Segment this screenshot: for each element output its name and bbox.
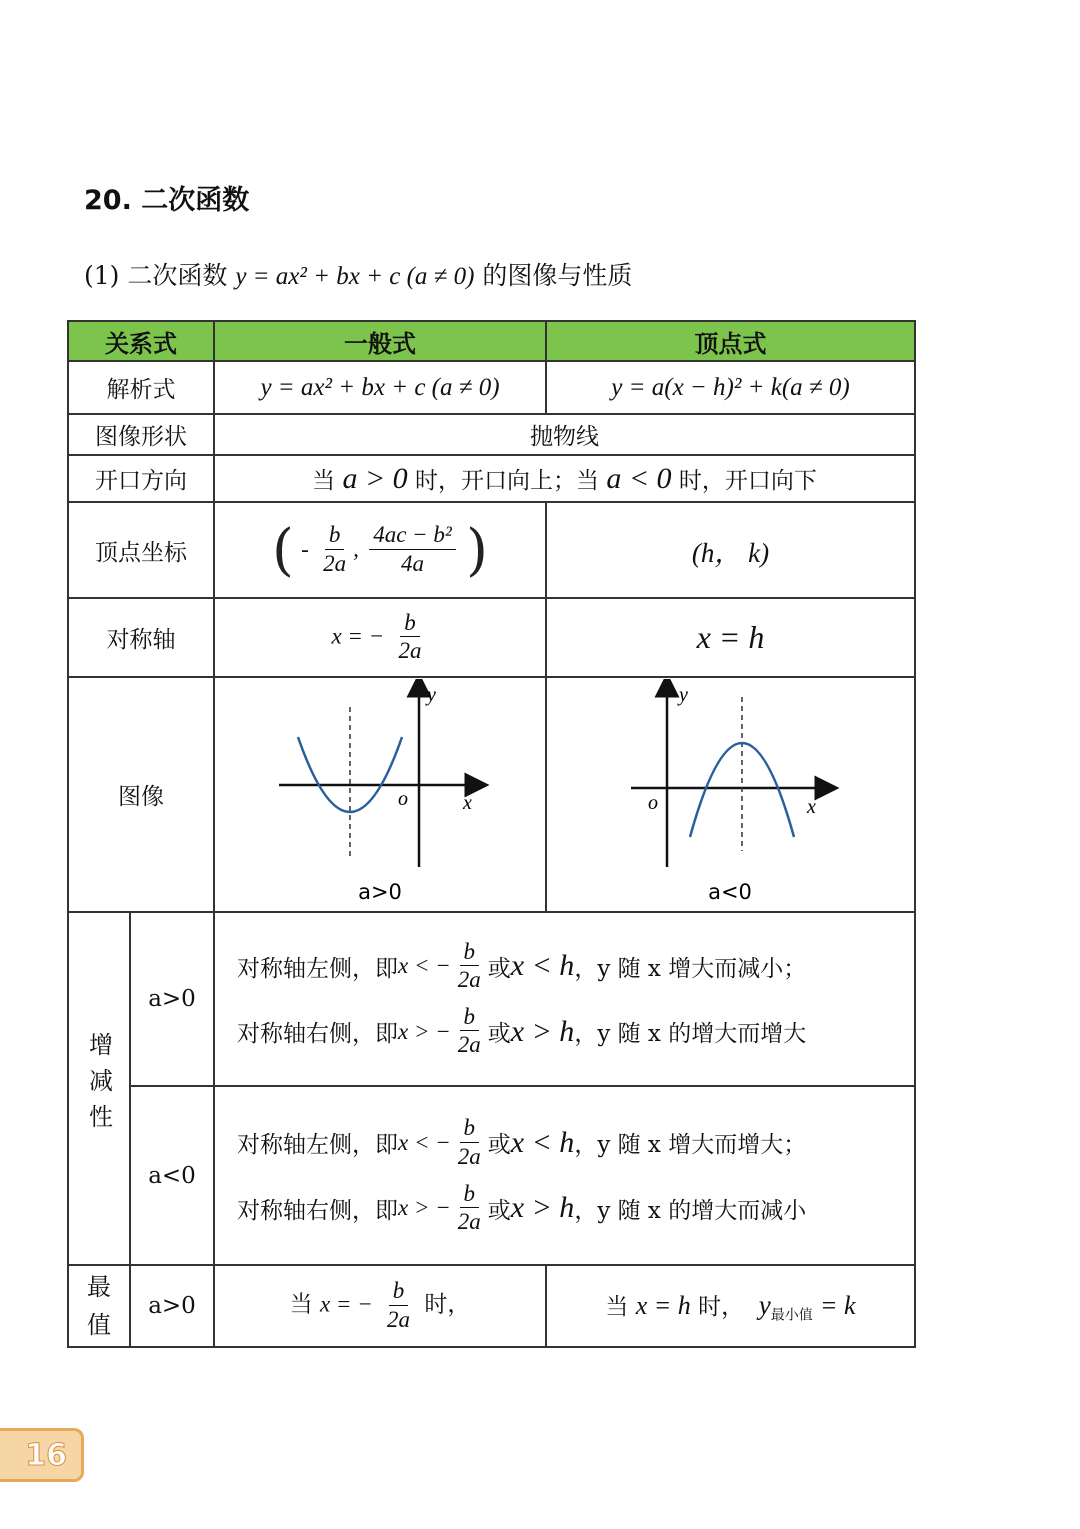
extreme-sub: 最小值 xyxy=(770,1307,813,1324)
frac-num: b xyxy=(460,1115,480,1142)
downward-parabola-graph xyxy=(547,679,914,911)
subtitle-prefix: (1) 二次函数 xyxy=(84,261,228,290)
monotonic-pos-line1 xyxy=(237,939,914,994)
line-prefix: 对称轴右侧，即 xyxy=(237,1197,398,1224)
fraction-b-2a xyxy=(319,522,350,577)
quadratic-properties-table xyxy=(67,320,916,1348)
extreme-post: 时， xyxy=(424,1292,471,1318)
vertex-formula: y = a(x − h)² + k(a ≠ 0) xyxy=(546,361,915,414)
row-monotonic-pos xyxy=(68,912,915,1086)
extreme-label-bottom: 值 xyxy=(87,1311,111,1339)
frac-num: b xyxy=(460,1181,480,1208)
line-or: 或 xyxy=(487,955,511,982)
label-monotonic xyxy=(68,912,130,1265)
y-axis-label: y xyxy=(427,683,436,706)
extreme-y: y xyxy=(758,1289,771,1320)
label-opening: 开口方向 xyxy=(68,455,214,502)
vertex-coord: (h， k) xyxy=(546,502,915,598)
frac-den: 4a xyxy=(401,550,425,576)
label-extreme xyxy=(68,1265,130,1347)
cond-pos: a>0 xyxy=(130,912,214,1086)
monotonic-neg-line2 xyxy=(237,1181,914,1236)
extreme-val: = k xyxy=(820,1290,856,1320)
frac-den: 2a xyxy=(457,1143,481,1169)
subtitle-formula: y = ax² + bx + c (a ≠ 0) xyxy=(235,263,475,290)
fraction-b-2a xyxy=(454,939,485,994)
opening-text2: 时，开口向上；当 xyxy=(415,467,599,494)
fraction-b-2a xyxy=(383,1278,414,1333)
line-or: 或 xyxy=(487,1197,511,1224)
x-axis-label: x xyxy=(807,795,816,818)
label-vertex-coord: 顶点坐标 xyxy=(68,502,214,598)
line-alt: x > h xyxy=(510,1014,575,1048)
frac-num: 4ac − b² xyxy=(369,522,456,549)
line-alt: x < h xyxy=(510,1125,575,1159)
header-relation: 关系式 xyxy=(68,321,214,361)
graph-upward-cell xyxy=(214,677,546,912)
upward-parabola-graph xyxy=(215,679,545,911)
line-ineq: x > − xyxy=(398,1195,451,1221)
page-number-badge: 16 xyxy=(0,1428,84,1482)
line-prefix: 对称轴左侧，即 xyxy=(237,955,398,982)
origin-label: o xyxy=(398,787,408,810)
section-title: 20. 二次函数 xyxy=(84,185,250,216)
fraction-b-2a xyxy=(395,610,426,665)
frac-den: 2a xyxy=(457,1208,481,1234)
row-axis xyxy=(68,598,915,677)
x-axis-label: x xyxy=(463,791,472,814)
axis-prefix: x = − xyxy=(331,623,385,649)
subtitle xyxy=(84,256,632,292)
extreme-pre: 当 xyxy=(289,1292,313,1318)
monotonic-pos-text xyxy=(214,912,915,1086)
row-opening xyxy=(68,455,915,502)
monotonic-neg-text xyxy=(214,1086,915,1265)
fraction-4ac-b2-4a xyxy=(369,522,456,577)
frac-num: b xyxy=(325,522,345,549)
general-vertex-coord: ( - $\frac{b}{2a}$ , $\frac{\text{4ac − b²}}{4a}$ ) xyxy=(214,502,546,598)
line-or: 或 xyxy=(487,1021,511,1048)
line-suffix: ，y 随 x 增大而减小； xyxy=(574,955,807,982)
header-row xyxy=(68,321,915,361)
shape-value: 抛物线 xyxy=(214,414,915,455)
opening-cond1: a > 0 xyxy=(342,461,408,495)
frac-den: 2a xyxy=(457,967,481,993)
line-suffix: ，y 随 x 的增大而减小 xyxy=(574,1197,807,1224)
line-ineq: x > − xyxy=(398,1018,451,1044)
row-monotonic-neg xyxy=(68,1086,915,1265)
opening-text3: 时，开口向下 xyxy=(678,467,817,494)
extreme-pre: 当 xyxy=(605,1293,629,1320)
frac-den: 2a xyxy=(323,550,347,576)
general-formula: y = ax² + bx + c (a ≠ 0) xyxy=(214,361,546,414)
line-or: 或 xyxy=(487,1132,511,1159)
line-prefix: 对称轴左侧，即 xyxy=(237,1132,398,1159)
header-vertex: 顶点式 xyxy=(546,321,915,361)
row-shape xyxy=(68,414,915,455)
line-alt: x > h xyxy=(510,1191,575,1225)
extreme-eq: x = h xyxy=(635,1290,691,1320)
graph-downward-cell xyxy=(546,677,915,912)
general-axis xyxy=(214,598,546,677)
monotonic-pos-line2 xyxy=(237,1004,914,1059)
extreme-label-top: 最 xyxy=(87,1272,111,1301)
subtitle-suffix: 的图像与性质 xyxy=(482,261,633,290)
frac-den: 2a xyxy=(398,638,422,664)
line-suffix: ，y 随 x 的增大而增大 xyxy=(574,1021,807,1048)
opening-cond2: a < 0 xyxy=(606,461,672,495)
frac-den: 2a xyxy=(387,1306,411,1332)
frac-num: b xyxy=(389,1278,409,1305)
row-graph xyxy=(68,677,915,912)
line-alt: x < h xyxy=(510,949,575,983)
fraction-b-2a xyxy=(454,1004,485,1059)
extreme-eq: x = − xyxy=(319,1292,373,1317)
fraction-b-2a xyxy=(454,1115,485,1170)
frac-num: b xyxy=(400,610,420,637)
header-general: 一般式 xyxy=(214,321,546,361)
row-analytic xyxy=(68,361,915,414)
monotonic-label: 增减性 xyxy=(84,1031,113,1140)
vertex-extreme xyxy=(546,1265,915,1347)
frac-num: b xyxy=(460,939,480,966)
label-analytic: 解析式 xyxy=(68,361,214,414)
fraction-b-2a xyxy=(454,1181,485,1236)
row-vertex-coord xyxy=(68,502,915,598)
opening-value xyxy=(214,455,915,502)
line-prefix: 对称轴右侧，即 xyxy=(237,1021,398,1048)
label-graph: 图像 xyxy=(68,677,214,912)
origin-label: o xyxy=(648,791,658,814)
general-extreme xyxy=(214,1265,546,1347)
monotonic-neg-line1 xyxy=(237,1115,914,1170)
cond-extreme: a>0 xyxy=(130,1265,214,1347)
frac-num: b xyxy=(460,1004,480,1031)
extreme-mid: 时， xyxy=(698,1293,745,1320)
cond-neg: a<0 xyxy=(130,1086,214,1265)
row-extreme xyxy=(68,1265,915,1347)
caption-a-negative: a<0 xyxy=(708,879,752,904)
label-shape: 图像形状 xyxy=(68,414,214,455)
y-axis-label: y xyxy=(679,683,688,706)
vertex-neg-sign: - xyxy=(301,536,309,561)
line-ineq: x < − xyxy=(398,1129,451,1155)
line-suffix: ，y 随 x 增大而增大； xyxy=(574,1132,807,1159)
line-ineq: x < − xyxy=(398,953,451,979)
caption-a-positive: a>0 xyxy=(358,879,402,904)
frac-den: 2a xyxy=(457,1032,481,1058)
label-axis: 对称轴 xyxy=(68,598,214,677)
vertex-axis: x = h xyxy=(546,598,915,677)
opening-text1: 当 xyxy=(312,467,336,494)
